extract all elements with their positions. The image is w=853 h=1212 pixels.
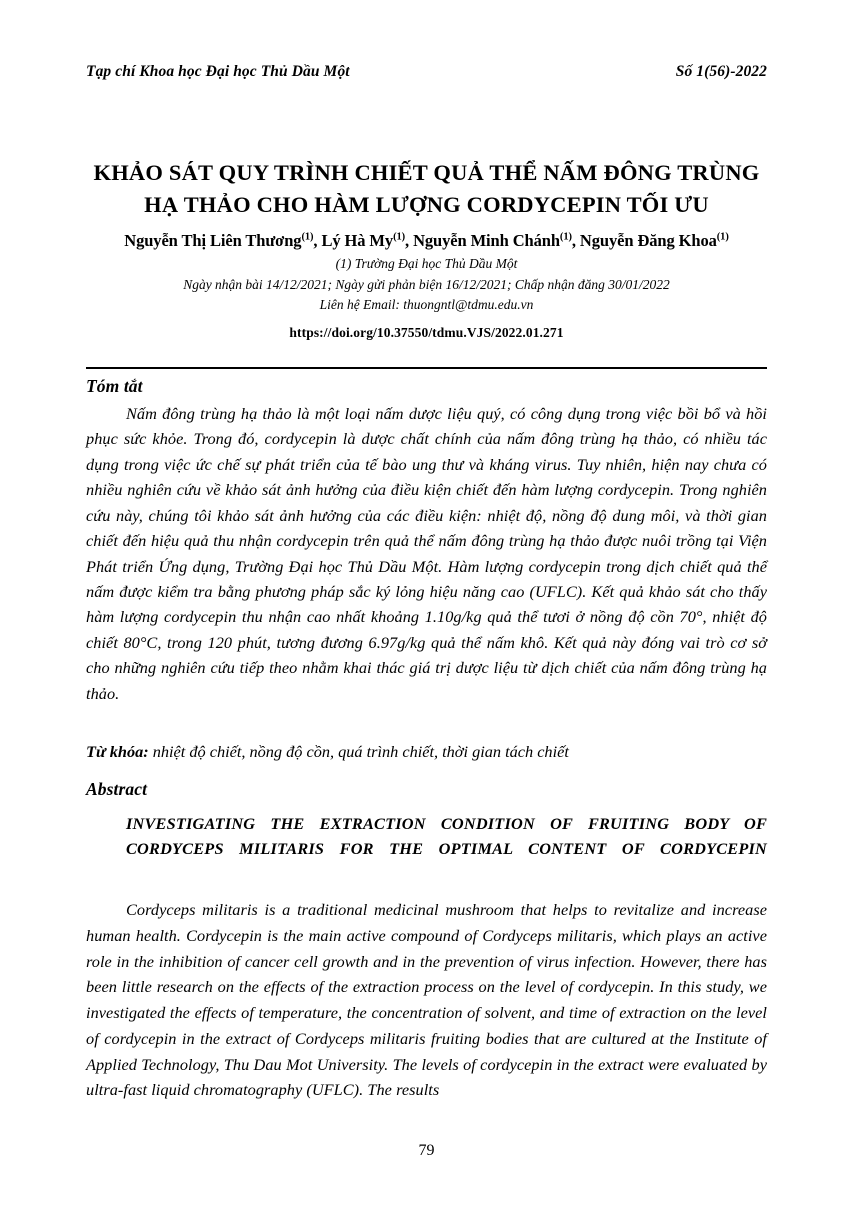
doi-link[interactable]: https://doi.org/10.37550/tdmu.VJS/2022.01.271 xyxy=(289,325,564,341)
english-title: INVESTIGATING THE EXTRACTION CONDITION OF FRUITING BODY OF CORDYCEPS MILITARIS FOR THE OPTIMAL CONTENT OF CORDYCEPIN xyxy=(126,814,767,859)
abstract-vietnamese-section xyxy=(86,376,767,706)
running-head xyxy=(86,63,767,81)
submission-dates: Ngày nhận bài 14/12/2021; Ngày gửi phản biện 16/12/2021; Chấp nhận đăng 30/01/2022 xyxy=(183,277,670,293)
abstract-vietnamese-heading: Tóm tắt xyxy=(86,376,143,396)
abstract-english-section xyxy=(86,779,767,1103)
journal-name: Tạp chí Khoa học Đại học Thủ Dầu Một xyxy=(86,63,350,80)
keywords-section xyxy=(86,740,767,764)
keywords-line xyxy=(86,740,767,764)
author-list: Nguyễn Thị Liên Thương$^{(1)}$, Lý Hà My$^{(1)}$, Nguyễn Minh Chánh$^{(1)}$, Nguyễn Đăng Khoa$^{(1)}$ xyxy=(124,230,729,250)
abstract-english-heading: Abstract xyxy=(86,779,148,799)
contact-email: Liên hệ Email: thuongntl@tdmu.edu.vn xyxy=(319,296,534,312)
abstract-vietnamese-body: Nấm đông trùng hạ thảo là một loại nấm dược liệu quý, có công dụng trong việc bồi bổ và hồi phục sức khỏe. Trong đó, cordycepin là dược chất chính của nấm đông trùng hạ thảo, có nhiều tác dụng trong việc ức chế sự phát triển của tế bào ung thư và kháng virus. Tuy nhiên, hiện nay chưa có nhiều nghiên cứu về khảo sát ảnh hưởng của điều kiện chiết đến hàm lượng cordycepin. Trong nghiên cứu này, chúng tôi khảo sát ảnh hưởng của các điều kiện: nhiệt độ, nồng độ dung môi, và thời gian chiết đến hiệu quả thu nhận cordycepin trên quả thể nấm đông trùng hạ thảo được nuôi trồng tại Viện Phát triển Ứng dụng, Trường Đại học Thủ Dầu Một. Hàm lượng cordycepin trong dịch chiết quả thể nấm được kiểm tra bằng phương pháp sắc ký lỏng hiệu năng cao (UFLC). Kết quả khảo sát cho thấy hàm lượng cordycepin thu nhận cao nhất khoảng 1.10g/kg quả thể tươi ở nồng độ cồn 70°, nhiệt độ chiết 80°C, trong 120 phút, tương đương 6.97g/kg quả thể nấm khô. Kết quả này đóng vai trò cơ sở cho những nghiên cứu tiếp theo nhằm khai thác giá trị dược liệu từ dịch chiết của nấm đông trùng hạ thảo. xyxy=(86,404,767,703)
title-block xyxy=(86,157,767,341)
page-title: KHẢO SÁT QUY TRÌNH CHIẾT QUẢ THỂ NẤM ĐÔNG TRÙNG HẠ THẢO CHO HÀM LƯỢNG CORDYCEPIN TỐI ƯU xyxy=(93,160,760,217)
keywords-value: nhiệt độ chiết, nồng độ cồn, quá trình chiết, thời gian tách chiết xyxy=(148,742,569,761)
abstract-english-body: Cordyceps militaris is a traditional medicinal mushroom that helps to revitalize and increase human health. Cordycepin is the main active compound of Cordyceps militaris, which plays an active role in the inhibition of cancer cell growth and in the prevention of virus infection. However, there has been little research on the effects of the extraction process on the level of cordycepin. In this study, we investigated the effects of temperature, the concentration of solvent, and time of extraction on the level of cordycepin in the extract of Cordyceps militaris fruiting bodies that are cultured at the Institute of Applied Technology, Thu Dau Mot University. The levels of cordycepin in the extract were evaluated by ultra-fast liquid chromatography (UFLC). The results xyxy=(86,900,767,1100)
issue-number: Số 1(56)-2022 xyxy=(675,63,767,80)
affiliation: (1) Trường Đại học Thủ Dầu Một xyxy=(335,255,518,271)
section-divider xyxy=(86,367,767,369)
keywords-label: Từ khóa: xyxy=(86,742,149,761)
page-number: 79 xyxy=(418,1142,435,1159)
